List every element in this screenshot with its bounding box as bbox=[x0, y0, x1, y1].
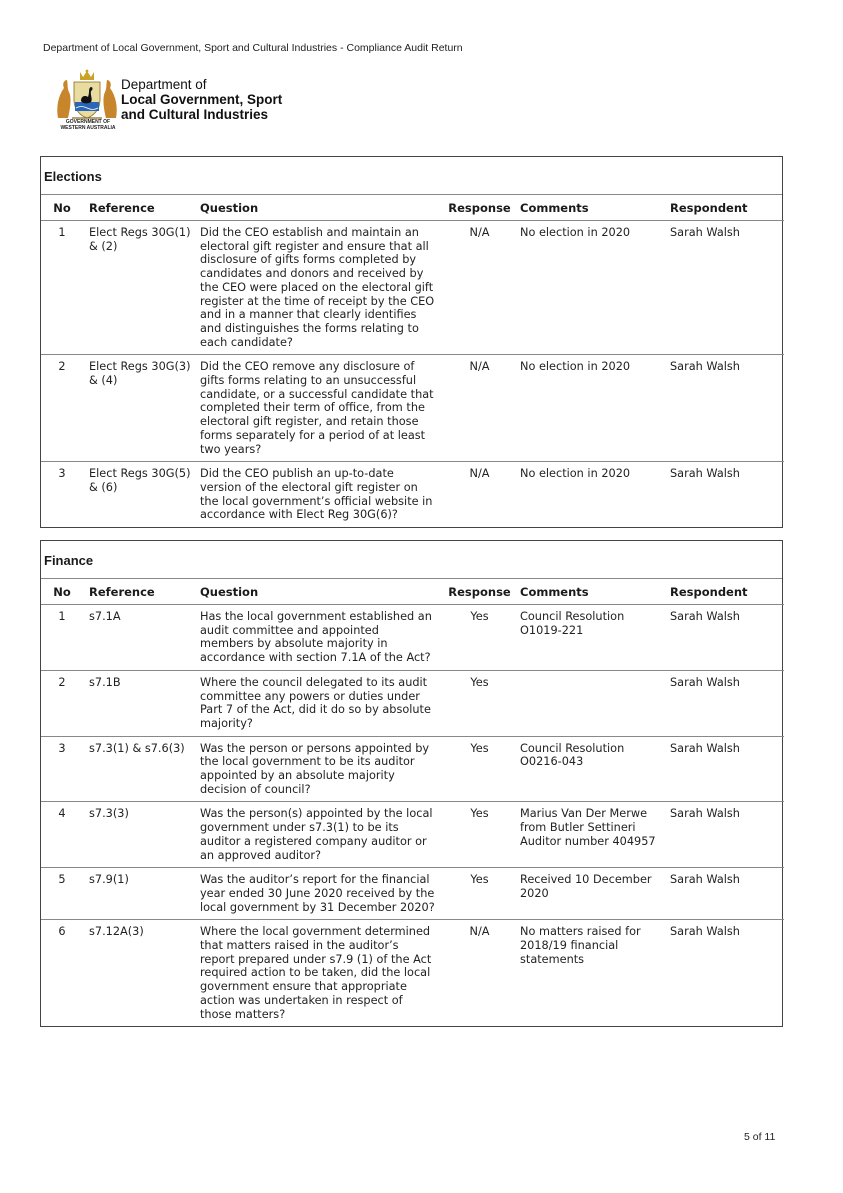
table-row bbox=[41, 355, 784, 462]
table-row bbox=[41, 221, 784, 355]
crest-icon bbox=[52, 68, 122, 122]
row-respondent: Sarah Walsh bbox=[670, 355, 784, 462]
table-row bbox=[41, 670, 784, 736]
table-row bbox=[41, 462, 784, 527]
row-respondent: Sarah Walsh bbox=[670, 670, 784, 736]
row-no: 3 bbox=[41, 736, 83, 802]
row-question: Did the CEO remove any disclosure of gifts forms relating to an unsuccessful candidate, or a successful candidate that completed their term of office, from the electoral gift register, and retain those forms separately for a period of at least two years? bbox=[200, 355, 439, 462]
col-header-question: Question bbox=[200, 195, 439, 221]
row-no: 2 bbox=[41, 355, 83, 462]
department-name: Department of Local Government, Sport and Cultural Industries bbox=[121, 77, 283, 122]
row-comments: No election in 2020 bbox=[520, 467, 631, 481]
row-question: Has the local government established an audit committee and appointed members by absolute majority in accordance with section 7.1A of the Act? bbox=[200, 605, 439, 671]
row-reference: s7.1A bbox=[83, 605, 200, 671]
section-title: Elections bbox=[41, 157, 782, 195]
row-response: Yes bbox=[439, 868, 520, 920]
col-header-comments: Comments bbox=[520, 195, 670, 221]
row-question: Was the auditor’s report for the financial year ended 30 June 2020 received by the local government by 31 December 2020? bbox=[200, 868, 439, 920]
row-response: Yes bbox=[439, 802, 520, 868]
row-reference: s7.3(1) & s7.6(3) bbox=[83, 736, 200, 802]
row-response: N/A bbox=[439, 221, 520, 355]
row-respondent: Sarah Walsh bbox=[670, 605, 784, 671]
finance-table bbox=[41, 579, 784, 1026]
col-header-response: Response bbox=[439, 579, 520, 605]
row-no: 4 bbox=[41, 802, 83, 868]
row-response: N/A bbox=[439, 355, 520, 462]
row-no: 1 bbox=[41, 605, 83, 671]
row-respondent: Sarah Walsh bbox=[670, 925, 740, 939]
row-reference: s7.3(3) bbox=[83, 802, 200, 868]
table-row bbox=[41, 802, 784, 868]
row-question: Did the CEO publish an up-to-date version of the electoral gift register on the local government’s official website in accordance with Elect Reg 30G(6)? bbox=[200, 467, 433, 522]
row-question: Did the CEO establish and maintain an electoral gift register and ensure that all disclosure of gifts forms completed by candidates and donors and received by the CEO were placed on the electoral gift register at the time of receipt by the CEO and in a manner that clearly identifies and distinguishes the forms relating to each candidate? bbox=[200, 221, 439, 355]
table-row bbox=[41, 868, 784, 920]
col-header-comments: Comments bbox=[520, 579, 670, 605]
row-question: Was the person or persons appointed by the local government to be its auditor appointed by an absolute majority decision of council? bbox=[200, 736, 439, 802]
row-response: Yes bbox=[439, 670, 520, 736]
row-response: N/A bbox=[469, 925, 490, 939]
row-comments: Received 10 December 2020 bbox=[520, 868, 670, 920]
row-comments bbox=[520, 670, 670, 736]
row-reference: Elect Regs 30G(5) & (6) bbox=[89, 467, 191, 494]
elections-table bbox=[41, 195, 784, 527]
row-question: Where the local government determined that matters raised in the auditor’s report prepared under s7.9 (1) of the Act required action to be taken, did the local government ensure that appropriate action was undertaken in respect of those matters? bbox=[200, 925, 432, 1021]
row-comments: No election in 2020 bbox=[520, 355, 670, 462]
row-response: Yes bbox=[439, 605, 520, 671]
elections-section bbox=[40, 156, 783, 528]
row-no: 6 bbox=[58, 925, 66, 939]
col-header-respondent: Respondent bbox=[670, 579, 784, 605]
page-number: 5 of 11 bbox=[744, 1131, 776, 1143]
table-row bbox=[41, 736, 784, 802]
row-question: Where the council delegated to its audit committee any powers or duties under Part 7 of the Act, did it do so by absolute majority? bbox=[200, 670, 439, 736]
row-respondent: Sarah Walsh bbox=[670, 802, 784, 868]
row-respondent: Sarah Walsh bbox=[670, 221, 784, 355]
row-comments: Council Resolution O0216-043 bbox=[520, 736, 670, 802]
row-reference: Elect Regs 30G(1) & (2) bbox=[83, 221, 200, 355]
row-no: 3 bbox=[58, 467, 66, 481]
row-no: 2 bbox=[41, 670, 83, 736]
row-comments: No matters raised for 2018/19 financial statements bbox=[520, 925, 641, 966]
row-respondent: Sarah Walsh bbox=[670, 736, 784, 802]
row-comments: Marius Van Der Merwe from Butler Settineri Auditor number 404957 bbox=[520, 802, 670, 868]
col-header-no: No bbox=[41, 579, 83, 605]
row-respondent: Sarah Walsh bbox=[670, 467, 740, 481]
table-header-row bbox=[41, 579, 784, 605]
table-row bbox=[41, 920, 784, 1026]
row-reference: s7.9(1) bbox=[83, 868, 200, 920]
row-respondent: Sarah Walsh bbox=[670, 868, 784, 920]
col-header-reference: Reference bbox=[83, 579, 200, 605]
crest-caption: GOVERNMENT OF WESTERN AUSTRALIA bbox=[60, 119, 116, 131]
row-response: N/A bbox=[469, 467, 490, 481]
col-header-reference: Reference bbox=[83, 195, 200, 221]
row-response: Yes bbox=[439, 736, 520, 802]
finance-section bbox=[40, 540, 783, 1027]
table-row bbox=[41, 605, 784, 671]
row-comments: Council Resolution O1019-221 bbox=[520, 605, 670, 671]
col-header-respondent: Respondent bbox=[670, 195, 784, 221]
row-reference: s7.12A(3) bbox=[89, 925, 144, 939]
row-reference: s7.1B bbox=[83, 670, 200, 736]
row-question: Was the person(s) appointed by the local government under s7.3(1) to be its auditor a registered company auditor or an approved auditor? bbox=[200, 802, 439, 868]
col-header-question: Question bbox=[200, 579, 439, 605]
section-title: Finance bbox=[41, 541, 782, 579]
row-comments: No election in 2020 bbox=[520, 221, 670, 355]
row-no: 1 bbox=[41, 221, 83, 355]
col-header-no: No bbox=[41, 195, 83, 221]
row-reference: Elect Regs 30G(3) & (4) bbox=[83, 355, 200, 462]
running-header: Department of Local Government, Sport and Cultural Industries - Compliance Audit Return bbox=[43, 42, 463, 54]
row-no: 5 bbox=[41, 868, 83, 920]
col-header-response: Response bbox=[439, 195, 520, 221]
table-header-row bbox=[41, 195, 784, 221]
